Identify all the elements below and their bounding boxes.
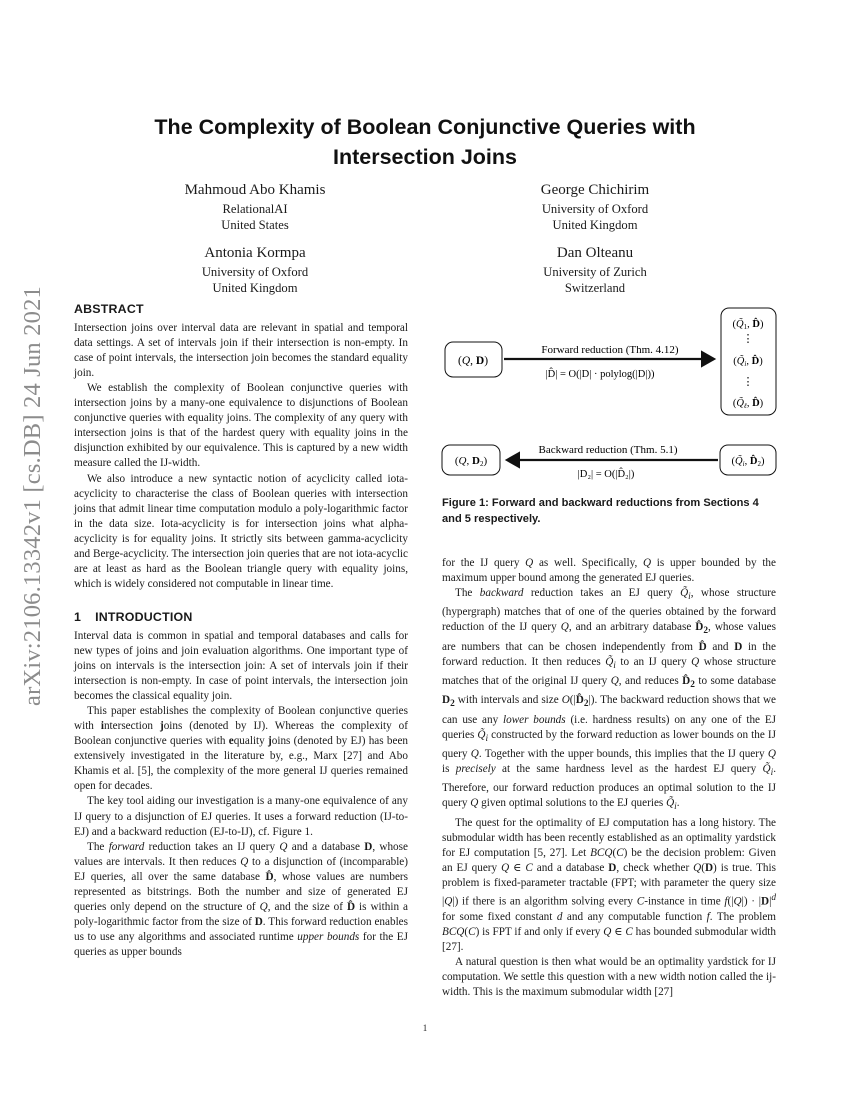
query-database-label: (Q, D): [457, 355, 489, 367]
forward-bound-label: |D̂| = O(|D| · polylog(|D|)): [545, 369, 655, 380]
section-title: INTRODUCTION: [95, 609, 193, 624]
backward-bound-label: |D₂| = O(|D̂₂|): [577, 469, 635, 480]
left-column: [74, 302, 408, 960]
vdots-2: ⋮: [742, 376, 754, 388]
intro-paragraph-2: This paper establishes the complexity of Boolean conjunctive queries with intersection joins (denoted by IJ). Whereas the complexity of Boolean conjunctive queries with equality joins (denoted by EJ) has been extensively investigated in the literature by, e.g., Marx [27] and Abo Khamis et al. [5], the complexity of the more general IJ queries remained open for decades.: [74, 705, 409, 793]
right-paragraph-1: for the IJ query Q as well. Specifically, Q is upper bounded by the maximum upper bound among the generated EJ queries.: [442, 557, 776, 585]
right-paragraph-3: The quest for the optimality of EJ computation has a long history. The submodular width has been recently established as an optimality yardstick for EJ computation [5, 27]. Let BCQ(C) be the decision problem: Given an EJ query Q ∈ C and a database D, check whether Q(D) is true. This problem is fixed-parameter tractable (FPT; with parameter the query size |Q|) if there is an algorithm solving every C-instance in time $f(|Q|) \cdot |D|^d$ for some fixed constant d and any computable function f. The problem BCQ(C) is FPT if and only if every Q ∈ C has bounded submodular width [27].: [442, 816, 777, 953]
author-affiliation: RelationalAI: [222, 202, 288, 216]
section-number: 1: [74, 609, 82, 624]
author-name: Antonia Kormpa: [204, 245, 306, 261]
figure-1-diagram: [440, 305, 780, 485]
intro-paragraph-4: The forward reduction takes an IJ query Q and a database D, whose values are intervals. It then reduces Q to a disjunction of (incomparable) EJ queries, all over the same database D̂, whose values are numbers represented as bitstrings. Both the number and size of generated EJ queries only depend on the structure of Q, and the size of D̂ is within a poly-logarithmic factor from the size of D. This forward reduction enables us to use any algorithms and associated runtime upper bounds for the EJ queries as upper bounds: [74, 840, 408, 958]
intro-paragraph-3: The key tool aiding our investigation is a many-one equivalence of any IJ query to a disjunction of EJ queries. It uses a forward reduction (IJ-to-EJ) and a backward reduction (EJ-to-IJ), cf. Figure 1.: [74, 795, 408, 838]
right-paragraph-2: The backward reduction takes an EJ query $Q̃_i$, whose structure (hypergraph) matches that of one of the queries obtained by the forward reduction of the IJ query Q, and an arbitrary database $D̂_2$, whose values are numbers that can be chosen independently from D̂ and D in the forward reduction. It then reduces $Q̃_i$ to an IJ query Q whose structure matches that of the original IJ query Q, and reduces $D̂_2$ to some database $D_2$ with intervals and size $O(|D̂_2|)$. The backward reduction shows that we can use any lower bounds (i.e. hardness results) on any one of the EJ queries $Q̃_i$ constructed by the forward reduction as lower bounds on the IJ query Q. Together with the upper bounds, this implies that the IJ query Q is precisely at the same hardness level as the hardest EJ query $Q̃_i$. Therefore, our forward reduction produces an optimal solution to the IJ query Q given optimal solutions to the EJ queries $Q̃_i$.: [442, 587, 777, 813]
query-database-2-label: (Q, D2): [454, 455, 488, 468]
author-block-3: [160, 243, 350, 296]
author-block-4: [500, 243, 690, 296]
ej-query-1-label: (Q̃1, D̂): [732, 319, 764, 331]
paper-title: [90, 112, 760, 172]
author-block-1: [160, 180, 350, 233]
vdots-1: ⋮: [742, 333, 754, 345]
author-affiliation: University of Zurich: [543, 265, 647, 279]
author-affiliation: University of Oxford: [201, 265, 309, 279]
abstract-paragraph-3: We also introduce a new syntactic notion of acyclicity called iota-acyclicity to characterise the class of Boolean queries with intersection joins that admit linear time computation modulo a poly-logarithmic factor in the data size. Iota-acyclicity is for intersection joins what alpha-acyclicity is for equality joins. It strictly sits between gamma-acyclicity and Berge-acyclicity. The intersection join queries that are not iota-acyclic are at least as hard as the Boolean triangle query with equality joins, which is widely considered not computable in linear time.: [74, 472, 408, 590]
author-country: United Kingdom: [212, 281, 298, 295]
author-name: Mahmoud Abo Khamis: [184, 182, 326, 198]
author-name: George Chichirim: [540, 182, 650, 198]
right-paragraph-4: A natural question is then what would be an optimality yardstick for IJ computation. We settle this question with a new width notion called the ij-width. This is the maximum submodular width [27]: [442, 955, 776, 998]
ej-query-2-label: (Q̃i, D̂2): [731, 456, 765, 468]
abstract-heading: ABSTRACT: [74, 302, 144, 316]
title-line-1: The Complexity of Boolean Conjunctive Queries with: [154, 115, 696, 139]
abstract-paragraph-1: Intersection joins over interval data are relevant in spatial and temporal data settings. A set of intervals join if their intersection is non-empty. In case of point intervals, the intersection join becomes the standard equality join.: [74, 322, 408, 380]
author-country: United Kingdom: [552, 218, 638, 232]
backward-reduction-label: Backward reduction (Thm. 5.1): [538, 444, 678, 456]
ej-query-i-label: (Q̃i, D̂): [733, 356, 763, 368]
title-line-2: Intersection Joins: [333, 145, 517, 169]
author-affiliation: University of Oxford: [541, 202, 649, 216]
author-country: United States: [221, 218, 289, 232]
right-column: [442, 556, 776, 1000]
author-name: Dan Olteanu: [556, 245, 634, 261]
abstract-paragraph-2: We establish the complexity of Boolean conjunctive queries with intersection joins by a many-one equivalence to disjunctions of Boolean conjunctive queries with equality joins. The complexity of any query with intersection joins is that of the hardest query with equality joins in the disjunction exhibited by our equivalence. This is captured by a new width measure called the IJ-width.: [74, 382, 408, 470]
author-country: Switzerland: [564, 281, 626, 295]
figure-1-caption: Figure 1: Forward and backward reductions from Sections 4 and 5 respectively.: [442, 497, 759, 525]
intro-paragraph-1: Interval data is common in spatial and temporal databases and calls for new types of joins and join evaluation algorithms. One important type of joins on intervals is the intersection join: A set of intervals join if their intersection is non-empty. In case of point intervals, the intersection join becomes the classical equality join.: [74, 629, 408, 703]
arxiv-identifier: arXiv:2106.13342v1 [cs.DB] 24 Jun 2021: [19, 286, 46, 706]
introduction-heading: [74, 610, 408, 625]
page-number: 1: [422, 1023, 428, 1033]
author-block-2: [500, 180, 690, 233]
forward-reduction-label: Forward reduction (Thm. 4.12): [541, 344, 679, 356]
ej-query-l-label: (Q̃ℓ, D̂): [732, 398, 764, 410]
